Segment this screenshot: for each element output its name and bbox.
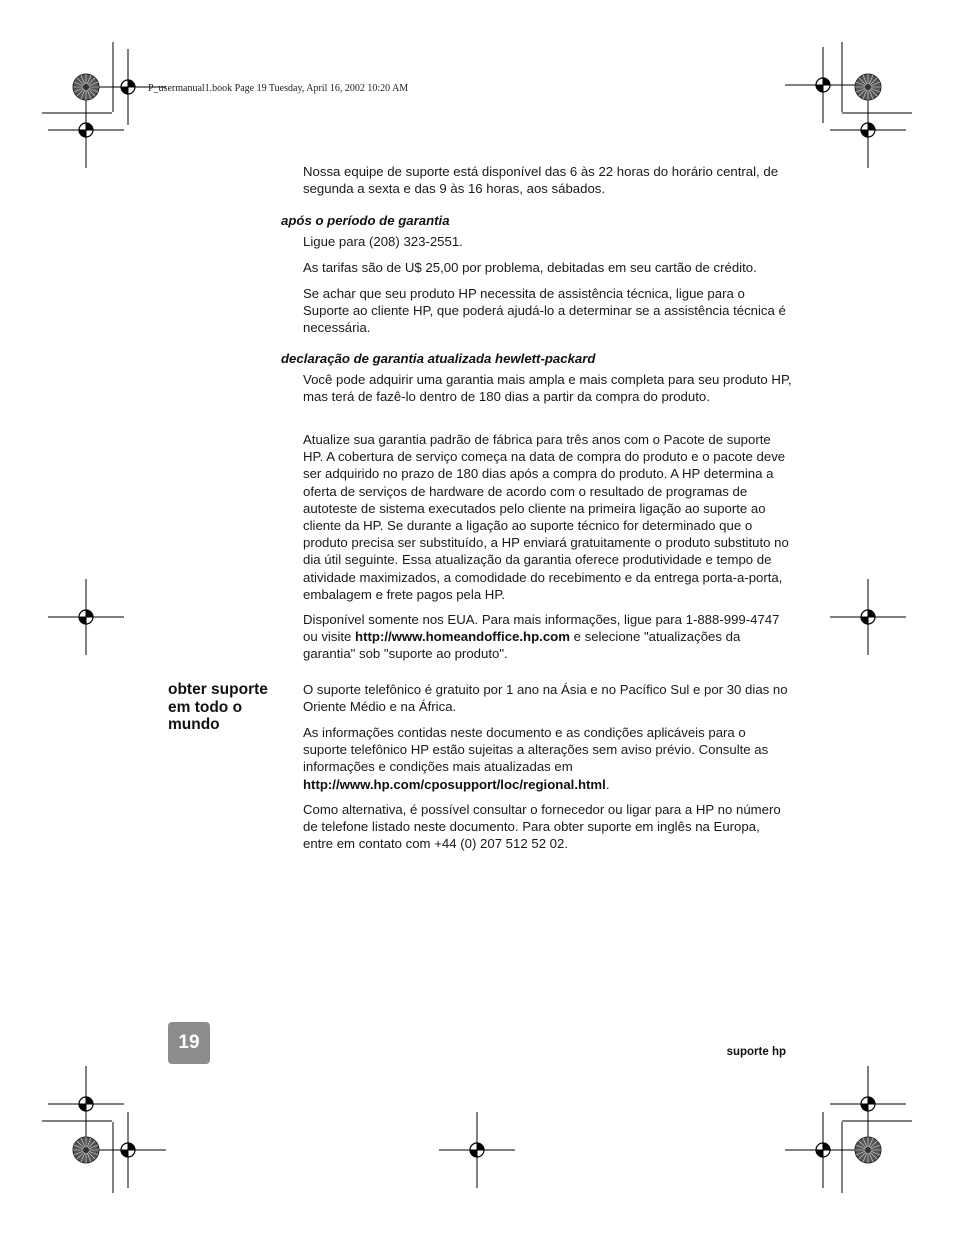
after-warranty-heading: após o período de garantia [281, 213, 450, 228]
upgrade-availability-text-end: e selecione "atualizações da garantia" sob "suporte ao produto". [303, 629, 741, 662]
registration-mark [90, 1112, 166, 1188]
registration-mark [830, 92, 906, 168]
upgrade-availability [303, 611, 793, 663]
worldwide-info-text-end: . [605, 776, 610, 792]
after-warranty-assist: Se achar que seu produto HP necessita de assistência técnica, ligue para o Suporte ao cliente HP, que poderá ajudá-lo a determinar se a assistência técnica é necessária. [303, 286, 786, 336]
print-slug: P_usermanual1.book Page 19 Tuesday, April 16, 2002 10:20 AM [148, 83, 409, 94]
star-target-icon [73, 1137, 99, 1163]
star-target-icon [855, 1137, 881, 1163]
registration-mark [830, 1066, 906, 1142]
star-target-icon [855, 74, 881, 100]
footer-section-name: suporte hp [726, 1046, 786, 1058]
registration-mark [785, 1112, 861, 1188]
page-number-badge: 19 [168, 1022, 210, 1064]
upgrade-details: Atualize sua garantia padrão de fábrica para três anos com o Pacote de suporte HP. A cobertura de serviço começa na data de compra do produto e o pacote deve ser adquirido no prazo de 180 dias após a compra do produto. A HP determina a oferta de serviços de hardware de acordo com o resultado de programas de autoteste de sistema executados pelo cliente na primeira ligação ao suporte ao cliente da HP. Se durante a ligação ao suporte técnico for determinado que o produto precisa ser substituído, a HP enviará gratuitamente o produto substituto no dia útil seguinte. Essa atualização da garantia oferece produtividade e tempo de atividade maximizados, a comodidade do recebimento e da entrega porta-a-porta, embalagem e frete pagos pela HP. [303, 432, 789, 602]
worldwide-info-text: As informações contidas neste documento e as condições aplicáveis para o suporte telefônico HP estão sujeitas a alterações sem aviso prévio. Consulte as informações e condições mais atualizadas em [303, 725, 769, 775]
upgrade-availability-text: Disponível somente nos EUA. Para mais informações, ligue para 1-888-999-4747 ou visite [303, 612, 780, 645]
worldwide-info [303, 724, 793, 793]
worldwide-phone-support: O suporte telefônico é gratuito por 1 ano na Ásia e no Pacífico Sul e por 30 dias no Oriente Médio e na África. [303, 682, 788, 715]
regional-support-link[interactable]: http://www.hp.com/cposupport/loc/regional.html [303, 776, 606, 792]
registration-mark [785, 47, 861, 123]
worldwide-heading: obter suporte em todo o mundo [168, 681, 268, 733]
registration-mark [439, 1112, 515, 1188]
upgrade-heading: declaração de garantia atualizada hewlett-packard [281, 351, 596, 366]
after-warranty-phone: Ligue para (208) 323-2551. [303, 234, 463, 249]
worldwide-alternative: Como alternativa, é possível consultar o fornecedor ou ligar para a HP no número de telefone listado neste documento. Para obter suporte em inglês na Europa, entre em contato com +44 (0) 207 512 52 02. [303, 802, 781, 852]
registration-mark [48, 579, 124, 655]
star-target-icon [73, 74, 99, 100]
upgrade-intro: Você pode adquirir uma garantia mais ampla e mais completa para seu produto HP, mas terá de fazê-lo dentro de 180 dias a partir da compra do produto. [303, 372, 792, 405]
homeandoffice-link[interactable]: http://www.homeandoffice.hp.com [355, 629, 570, 645]
support-hours: Nossa equipe de suporte está disponível das 6 às 22 horas do horário central, de segunda a sexta e das 9 às 16 horas, aos sábados. [303, 164, 779, 197]
after-warranty-fees: As tarifas são de U$ 25,00 por problema, debitadas em seu cartão de crédito. [303, 260, 757, 275]
registration-mark [830, 579, 906, 655]
